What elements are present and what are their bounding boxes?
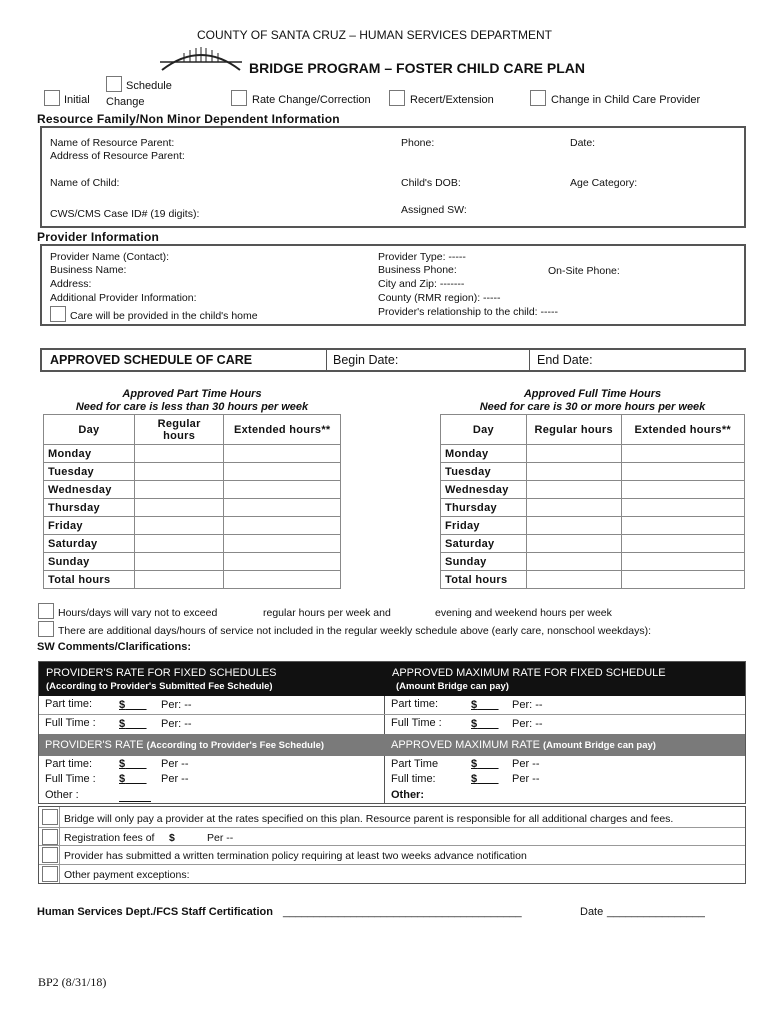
child-dob-field[interactable]: Child's DOB: — [401, 177, 461, 189]
var-other-label: Other : — [45, 789, 79, 801]
pt-extended-cell[interactable] — [224, 463, 341, 481]
ft-regular-cell[interactable] — [526, 445, 621, 463]
var-max-full-time-label: Full time: — [391, 773, 436, 785]
schedule-change-label-1: Schedule — [126, 80, 172, 92]
pt-col-regular-2: hours — [163, 429, 196, 442]
certification-signature-line[interactable]: _______________________________________ — [283, 906, 522, 918]
pt-regular-cell[interactable] — [134, 553, 224, 571]
max-part-time-dollar[interactable] — [471, 699, 499, 711]
var-part-time-dollar-sign: $ — [119, 758, 126, 770]
provider-type-field[interactable]: Provider Type: ----- — [378, 251, 466, 263]
ft-row — [441, 535, 745, 553]
note-2-per: Per -- — [207, 832, 234, 844]
rate-change-checkbox[interactable] — [231, 90, 247, 106]
hours-vary-label-a: Hours/days will vary not to exceed — [58, 607, 218, 619]
pt-extended-cell[interactable] — [224, 571, 341, 589]
var-part-time-label: Part time: — [45, 758, 93, 770]
ft-day-label: Tuesday — [441, 463, 527, 481]
bridge-icon — [160, 44, 242, 74]
provider-change-label: Change in Child Care Provider — [551, 94, 701, 106]
recert-label: Recert/Extension — [410, 94, 494, 106]
notes-row-line-2 — [39, 845, 745, 846]
var-full-time-per: Per -- — [161, 773, 189, 785]
ft-row — [441, 571, 745, 589]
provider-address-field[interactable]: Address: — [50, 278, 92, 290]
ft-extended-cell[interactable] — [621, 517, 745, 535]
pt-body — [44, 445, 341, 589]
pt-col-regular-1: Regular — [157, 417, 201, 430]
max-full-time-dollar[interactable] — [471, 718, 499, 730]
note-2-checkbox[interactable] — [42, 829, 58, 845]
pt-regular-cell[interactable] — [134, 463, 224, 481]
variable-rates-header — [39, 734, 745, 756]
part-time-caption-2: Need for care is less than 30 hours per week — [75, 401, 309, 413]
ft-body — [441, 445, 745, 589]
certification-date-label: Date — [580, 906, 604, 918]
county-field[interactable]: County (RMR region): ----- — [378, 292, 501, 304]
fixed-left-sub: (According to Provider's Submitted Fee Schedule) — [46, 681, 273, 692]
var-part-time-per: Per -- — [161, 758, 189, 770]
ft-day-label: Thursday — [441, 499, 527, 517]
ft-row — [441, 499, 745, 517]
note-2-dollar[interactable]: $ — [169, 832, 175, 844]
hours-vary-label-c: evening and weekend hours per week — [435, 607, 612, 619]
pt-row — [44, 499, 341, 517]
part-time-caption-1: Approved Part Time Hours — [122, 388, 262, 400]
note-1-checkbox[interactable] — [42, 809, 58, 825]
note-3-checkbox[interactable] — [42, 847, 58, 863]
var-left-heading — [45, 739, 324, 751]
pt-regular-cell[interactable] — [134, 445, 224, 463]
pt-day-label: Total hours — [44, 571, 135, 589]
provider-name-field[interactable]: Provider Name (Contact): — [50, 251, 170, 263]
initial-label: Initial — [64, 94, 90, 106]
schedule-label: APPROVED SCHEDULE OF CARE — [50, 353, 253, 367]
var-other-line[interactable] — [119, 801, 151, 802]
provider-change-checkbox[interactable] — [530, 90, 546, 106]
fixed-part-time-dollar[interactable] — [119, 699, 147, 711]
fixed-left-title: PROVIDER'S RATE FOR FIXED SCHEDULES — [46, 667, 277, 679]
var-max-part-time-dollar-sign: $ — [471, 758, 478, 770]
city-zip-field[interactable]: City and Zip: ------- — [378, 278, 465, 290]
fixed-full-time-dollar[interactable] — [119, 718, 147, 730]
pt-regular-cell[interactable] — [134, 571, 224, 589]
full-time-caption-1: Approved Full Time Hours — [523, 388, 662, 400]
fixed-full-time-dollar-sign: $ — [119, 718, 126, 730]
resource-parent-name-field[interactable]: Name of Resource Parent: — [50, 137, 175, 149]
ft-day-label: Saturday — [441, 535, 527, 553]
ft-day-label: Wednesday — [441, 481, 527, 499]
ft-extended-cell[interactable] — [621, 445, 745, 463]
var-full-time-label: Full Time : — [45, 773, 96, 785]
max-full-time-dollar-sign: $ — [471, 718, 478, 730]
care-in-home-checkbox[interactable] — [50, 306, 66, 322]
begin-date-field[interactable]: Begin Date: — [333, 353, 399, 367]
pt-day-label: Thursday — [44, 499, 135, 517]
initial-checkbox[interactable] — [44, 90, 60, 106]
max-part-time-dollar-sign: $ — [471, 699, 478, 711]
pt-col-regular — [134, 415, 224, 445]
ft-regular-cell[interactable] — [526, 463, 621, 481]
pt-row — [44, 517, 341, 535]
full-time-table — [440, 414, 745, 589]
max-full-time-per: Per: -- — [512, 718, 543, 730]
pt-regular-cell[interactable] — [134, 517, 224, 535]
schedule-change-label-2: Change — [106, 96, 145, 108]
rate-change-label: Rate Change/Correction — [252, 94, 371, 106]
ft-day-label: Sunday — [441, 553, 527, 571]
var-left-title: PROVIDER'S RATE — [45, 739, 144, 751]
note-4-checkbox[interactable] — [42, 866, 58, 882]
end-date-field[interactable]: End Date: — [537, 353, 593, 367]
part-time-table — [43, 414, 341, 589]
date-field[interactable]: Date: — [570, 137, 596, 149]
pt-day-label: Friday — [44, 517, 135, 535]
fixed-full-time-per: Per: -- — [161, 718, 192, 730]
pt-row — [44, 463, 341, 481]
max-part-time-per: Per: -- — [512, 699, 543, 711]
var-right-heading — [391, 739, 656, 751]
sw-comments-label: SW Comments/Clarifications: — [37, 641, 192, 653]
certification-date-line[interactable]: ________________ — [607, 906, 705, 918]
fixed-right-title: APPROVED MAXIMUM RATE FOR FIXED SCHEDULE — [392, 667, 666, 679]
var-max-part-time-per: Per -- — [512, 758, 540, 770]
ft-extended-cell[interactable] — [621, 463, 745, 481]
var-max-full-time-per: Per -- — [512, 773, 540, 785]
var-part-time-dollar[interactable] — [119, 758, 147, 770]
ft-regular-cell[interactable] — [526, 571, 621, 589]
ft-regular-cell[interactable] — [526, 499, 621, 517]
resource-parent-address-field[interactable]: Address of Resource Parent: — [50, 150, 185, 162]
ft-extended-cell[interactable] — [621, 571, 745, 589]
var-full-time-dollar-sign: $ — [119, 773, 126, 785]
full-time-caption-2: Need for care is 30 or more hours per week — [479, 401, 706, 413]
schedule-change-checkbox[interactable] — [106, 76, 122, 92]
var-right-sub: (Amount Bridge can pay) — [543, 740, 656, 751]
pt-row — [44, 571, 341, 589]
additional-hours-checkbox[interactable] — [38, 621, 54, 637]
ft-day-label: Friday — [441, 517, 527, 535]
fixed-right-sub: (Amount Bridge can pay) — [396, 681, 509, 692]
schedule-divider-1 — [326, 350, 327, 370]
ft-col-extended: Extended hours** — [621, 415, 745, 445]
schedule-divider-2 — [529, 350, 530, 370]
ft-row — [441, 481, 745, 499]
ft-regular-cell[interactable] — [526, 535, 621, 553]
recert-checkbox[interactable] — [389, 90, 405, 106]
fixed-part-time-per: Per: -- — [161, 699, 192, 711]
additional-hours-label: There are additional days/hours of service not included in the regular weekly schedule above (early care, nonschool weekdays): — [58, 625, 651, 637]
ft-row — [441, 517, 745, 535]
pt-day-label: Saturday — [44, 535, 135, 553]
form-id: BP2 (8/31/18) — [38, 975, 107, 989]
care-in-home-label: Care will be provided in the child's home — [70, 310, 258, 322]
var-max-part-time-dollar[interactable] — [471, 758, 499, 770]
pt-extended-cell[interactable] — [224, 481, 341, 499]
pt-regular-cell[interactable] — [134, 499, 224, 517]
business-name-field[interactable]: Business Name: — [50, 264, 127, 276]
pt-extended-cell[interactable] — [224, 517, 341, 535]
ft-extended-cell[interactable] — [621, 553, 745, 571]
var-max-full-time-dollar-sign: $ — [471, 773, 478, 785]
pt-row — [44, 553, 341, 571]
onsite-phone-field[interactable]: On-Site Phone: — [548, 265, 620, 277]
pt-extended-cell[interactable] — [224, 553, 341, 571]
pt-col-extended: Extended hours** — [224, 415, 341, 445]
pt-row — [44, 535, 341, 553]
var-full-time-dollar[interactable] — [119, 773, 147, 785]
part-time-caption — [42, 388, 342, 414]
hours-vary-checkbox[interactable] — [38, 603, 54, 619]
resource-family-section-label: Resource Family/Non Minor Dependent Information — [37, 112, 340, 126]
case-id-field[interactable]: CWS/CMS Case ID# (19 digits): — [50, 208, 200, 220]
max-full-time-label: Full Time : — [391, 717, 442, 729]
pt-extended-cell[interactable] — [224, 499, 341, 517]
note-2-label: Registration fees of — [64, 832, 155, 844]
ft-extended-cell[interactable] — [621, 481, 745, 499]
var-max-other-label: Other: — [391, 789, 424, 801]
ft-col-regular: Regular hours — [526, 415, 621, 445]
phone-field[interactable]: Phone: — [401, 137, 435, 149]
relationship-field[interactable]: Provider's relationship to the child: ----- — [378, 306, 558, 318]
pt-day-label: Wednesday — [44, 481, 135, 499]
fixed-full-time-label: Full Time : — [45, 717, 96, 729]
var-max-part-time-label: Part Time — [391, 758, 439, 770]
ft-row — [441, 463, 745, 481]
department-header: COUNTY OF SANTA CRUZ – HUMAN SERVICES DEPARTMENT — [197, 28, 552, 42]
business-phone-field[interactable]: Business Phone: — [378, 264, 457, 276]
pt-regular-cell[interactable] — [134, 535, 224, 553]
max-part-time-label: Part time: — [391, 698, 439, 710]
var-max-full-time-dollar[interactable] — [471, 773, 499, 785]
form-title: BRIDGE PROGRAM – FOSTER CHILD CARE PLAN — [249, 60, 586, 76]
pt-regular-cell[interactable] — [134, 481, 224, 499]
assigned-sw-field[interactable]: Assigned SW: — [401, 204, 467, 216]
pt-row — [44, 481, 341, 499]
pt-day-label: Monday — [44, 445, 135, 463]
rates-block — [38, 661, 746, 804]
hours-vary-label-b: regular hours per week and — [263, 607, 391, 619]
pt-day-label: Sunday — [44, 553, 135, 571]
age-category-field[interactable]: Age Category: — [570, 177, 638, 189]
ft-regular-cell[interactable] — [526, 481, 621, 499]
certification-label: Human Services Dept./FCS Staff Certification — [37, 906, 273, 918]
ft-row — [441, 445, 745, 463]
full-time-caption — [440, 388, 745, 414]
pt-extended-cell[interactable] — [224, 445, 341, 463]
ft-row — [441, 553, 745, 571]
pt-day-label: Tuesday — [44, 463, 135, 481]
ft-day-label: Monday — [441, 445, 527, 463]
pt-col-day: Day — [44, 415, 135, 445]
ft-day-label: Total hours — [441, 571, 527, 589]
var-left-sub: (According to Provider's Fee Schedule) — [146, 740, 325, 751]
fixed-part-time-dollar-sign: $ — [119, 699, 126, 711]
note-3-label: Provider has submitted a written termination policy requiring at least two weeks advance notification — [64, 850, 527, 862]
fixed-rates-header — [39, 662, 745, 696]
pt-row — [44, 445, 341, 463]
ft-col-day: Day — [441, 415, 527, 445]
ft-extended-cell[interactable] — [621, 499, 745, 517]
note-1-label: Bridge will only pay a provider at the rates specified on this plan. Resource parent is responsible for all additional charges and fees. — [64, 813, 674, 825]
notes-row-line-3 — [39, 864, 745, 865]
ft-extended-cell[interactable] — [621, 535, 745, 553]
additional-provider-info-field[interactable]: Additional Provider Information: — [50, 292, 197, 304]
pt-extended-cell[interactable] — [224, 535, 341, 553]
notes-row-line-1 — [39, 827, 745, 828]
child-name-field[interactable]: Name of Child: — [50, 177, 120, 189]
ft-regular-cell[interactable] — [526, 553, 621, 571]
ft-regular-cell[interactable] — [526, 517, 621, 535]
note-4-label: Other payment exceptions: — [64, 869, 190, 881]
provider-section-label: Provider Information — [37, 230, 160, 244]
var-right-title: APPROVED MAXIMUM RATE — [391, 739, 540, 751]
fixed-part-time-label: Part time: — [45, 698, 93, 710]
rates-row-line-1 — [39, 714, 745, 715]
